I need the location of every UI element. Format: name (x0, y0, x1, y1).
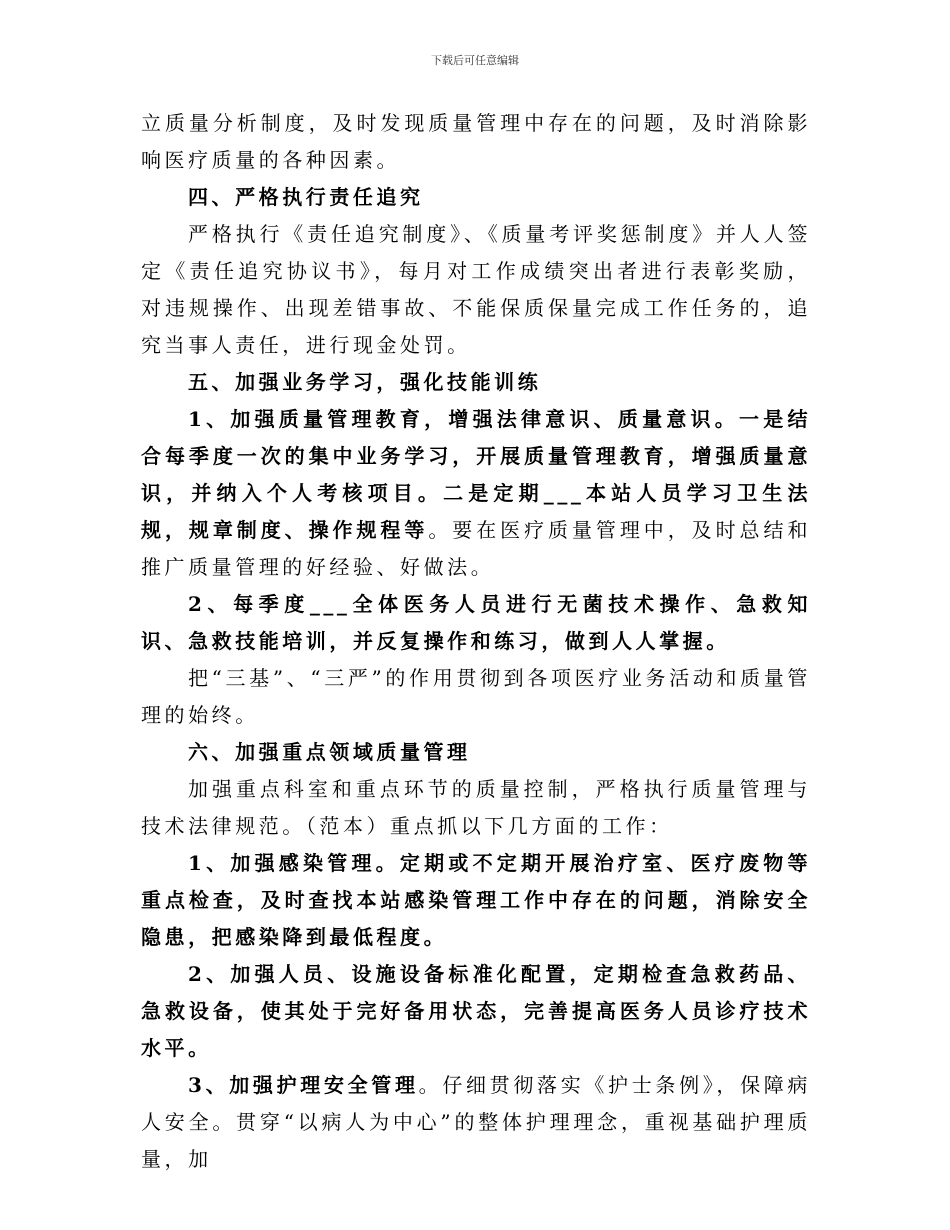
paragraph-infection-management: 1、加强感染管理。定期或不定期开展治疗室、医疗废物等重点检查，及时查找本站感染管理工作中存在的问题，消除安全隐患，把感染降到最低程度。 (141, 851, 811, 949)
section-heading-accountability: 四、严格执行责任追究 (188, 185, 424, 209)
section-heading-training: 五、加强业务学习，强化技能训练 (188, 370, 542, 394)
paragraph-quality-education (141, 401, 811, 586)
paragraph-three-basics: 把“三基”、“三严”的作用贯彻到各项医疗业务活动和质量管理的始终。 (141, 666, 811, 727)
nursing-safety-plain-text: 。仔细贯彻落实《护士条例》，保障病人安全。贯穿“以病人为中心”的整体护理理念，重视基础护理质量，加 (141, 1073, 811, 1171)
paragraph-skills-training: 2、每季度___全体医务人员进行无菌技术操作、急救知识、急救技能培训，并反复操作和练习，做到人人掌握。 (141, 592, 811, 653)
paragraph-nursing-safety (141, 1067, 811, 1178)
paragraph-equipment-standards: 2、加强人员、设施设备标准化配置，定期检查急救药品、急救设备，使其处于完好备用状态，完善提高医务人员诊疗技术水平。 (141, 962, 811, 1060)
paragraph-quality-analysis: 立质量分析制度，及时发现质量管理中存在的问题，及时消除影响医疗质量的各种因素。 (141, 111, 811, 172)
page-header-note: 下载后可任意编辑 (431, 54, 519, 67)
nursing-safety-bold-text: 3、加强护理安全管理 (188, 1073, 419, 1097)
paragraph-key-areas: 加强重点科室和重点环节的质量控制，严格执行质量管理与技术法律规范。（范本）重点抓以下几方面的工作： (141, 777, 811, 838)
quality-education-plain-text: 。要在医疗质量管理中，及时总结和推广质量管理的好经验、好做法。 (141, 518, 811, 579)
paragraph-accountability: 严格执行《责任追究制度》、《质量考评奖惩制度》并人人签定《责任追究协议书》，每月对工作成绩突出者进行表彰奖励，对违规操作、出现差错事故、不能保质保量完成工作任务的，追究当事人责任，进行现金处罚。 (141, 222, 811, 357)
quality-education-bold-text: 1、加强质量管理教育，增强法律意识、质量意识。一是结合每季度一次的集中业务学习，开展质量管理教育，增强质量意识，并纳入个人考核项目。二是定期___本站人员学习卫生法规，规章制度、操作规程等 (141, 407, 811, 542)
document-body (141, 105, 811, 1178)
section-heading-key-areas: 六、加强重点领域质量管理 (188, 740, 471, 764)
